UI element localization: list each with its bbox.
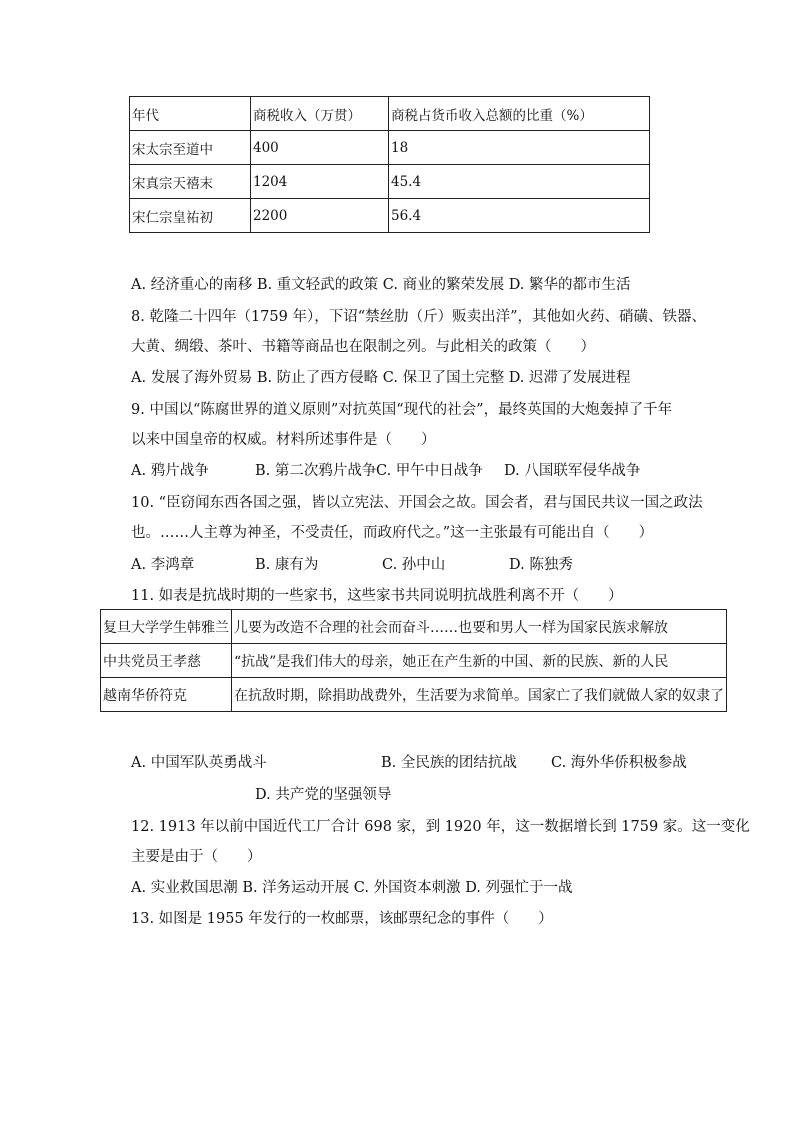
q11-stem-line1: 11. 如表是抗战时期的一些家书，这些家书共同说明抗战胜利离不开（ ） [131, 588, 623, 604]
option-b: B. 全民族的团结抗战 [381, 755, 517, 771]
table-header-cell: 商税占货币收入总额的比重（%） [389, 97, 650, 131]
option-a: A. 实业救国思潮 [131, 880, 238, 896]
table-header-cell: 商税收入（万贯） [251, 97, 389, 131]
option-b: B. 第二次鸦片战争 [255, 463, 377, 479]
table-cell: 中共党员王孝慈 [101, 644, 232, 678]
q10-stem-line1: 10. “臣窃闻东西各国之强，皆以立宪法、开国会之故。国会者，君与国民共议一国之政法 [131, 495, 703, 511]
table-cell: 儿要为改造不合理的社会而奋斗……也要和男人一样为国家民族求解放 [232, 610, 727, 644]
option-b: B. 重文轻武的政策 [256, 277, 379, 293]
option-b: B. 康有为 [255, 557, 319, 573]
table-cell: 复旦大学学生韩雅兰 [101, 610, 232, 644]
option-d: D. 陈独秀 [509, 557, 573, 573]
table-cell: 宋真宗天禧末 [130, 165, 251, 199]
table-header-row [130, 97, 650, 131]
option-a: A. 鸦片战争 [131, 463, 209, 479]
option-d: D. 繁华的都市生活 [508, 277, 631, 293]
option-c: C. 甲午中日战争 [376, 463, 483, 479]
q9-stem-line2: 以来中国皇帝的权威。材料所述事件是（ ） [131, 432, 436, 448]
table-cell: 1204 [251, 165, 389, 199]
option-d: D. 列强忙于一战 [465, 880, 573, 896]
table-cell: 56.4 [389, 199, 650, 233]
q12-stem-line2: 主要是由于（ ） [131, 849, 262, 865]
table-row [101, 678, 727, 712]
table-cell: 45.4 [389, 165, 650, 199]
q8-stem-line1: 8. 乾隆二十四年（1759 年），下诏“禁丝肋（斤）贩卖出洋”，其他如火药、硝磺、铁器、 [131, 309, 707, 325]
option-a: A. 中国军队英勇战斗 [131, 755, 267, 771]
table-cell: 宋太宗至道中 [130, 131, 251, 165]
table-row [130, 199, 650, 233]
option-c: C. 商业的繁荣发展 [382, 277, 505, 293]
q13-stem-line1: 13. 如图是 1955 年发行的一枚邮票，该邮票纪念的事件（ ） [131, 911, 553, 927]
q12-options [131, 876, 573, 897]
option-c: C. 保卫了国土完整 [382, 370, 505, 386]
q9-stem-line1: 9. 中国以“陈腐世界的道义原则”对抗英国“现代的社会”，最终英国的大炮轰掉了千年 [131, 402, 673, 418]
table-cell: “抗战”是我们伟大的母亲，她正在产生新的中国、新的民族、新的人民 [232, 644, 727, 678]
option-c: C. 外国资本刺激 [353, 880, 461, 896]
table-cell: 2200 [251, 199, 389, 233]
option-a: A. 李鸿章 [131, 557, 195, 573]
table-cell: 在抗敌时期，除捐助战费外，生活要为求简单。国家亡了我们就做人家的奴隶了 [232, 678, 727, 712]
q8-stem-line2: 大黄、绸缎、茶叶、书籍等商品也在限制之列。与此相关的政策（ ） [131, 339, 595, 355]
table-header-cell: 年代 [130, 97, 251, 131]
option-b: B. 洋务运动开展 [242, 880, 350, 896]
option-c: C. 孙中山 [382, 557, 446, 573]
q8-options [131, 366, 631, 387]
option-a: A. 经济重心的南移 [131, 277, 253, 293]
table-cell: 宋仁宗皇祐初 [130, 199, 251, 233]
q7-options [131, 273, 631, 294]
option-c: C. 海外华侨积极参战 [551, 755, 687, 771]
option-d: D. 共产党的坚强领导 [255, 787, 392, 803]
tax-table [129, 96, 650, 233]
table-row [130, 131, 650, 165]
table-cell: 400 [251, 131, 389, 165]
table-row [101, 610, 727, 644]
q12-stem-line1: 12. 1913 年以前中国近代工厂合计 698 家，到 1920 年，这一数据增长到 1759 家。这一变化 [131, 819, 750, 835]
table-cell: 越南华侨符克 [101, 678, 232, 712]
table-row [101, 644, 727, 678]
q10-stem-line2: 也。……人主尊为神圣，不受责任，而政府代之。”这一主张最有可能出自（ ） [131, 525, 654, 541]
option-d: D. 迟滞了发展进程 [508, 370, 631, 386]
option-b: B. 防止了西方侵略 [256, 370, 379, 386]
option-a: A. 发展了海外贸易 [131, 370, 253, 386]
table-row [130, 165, 650, 199]
table-cell: 18 [389, 131, 650, 165]
letters-table [100, 609, 727, 712]
option-d: D. 八国联军侵华战争 [504, 463, 641, 479]
